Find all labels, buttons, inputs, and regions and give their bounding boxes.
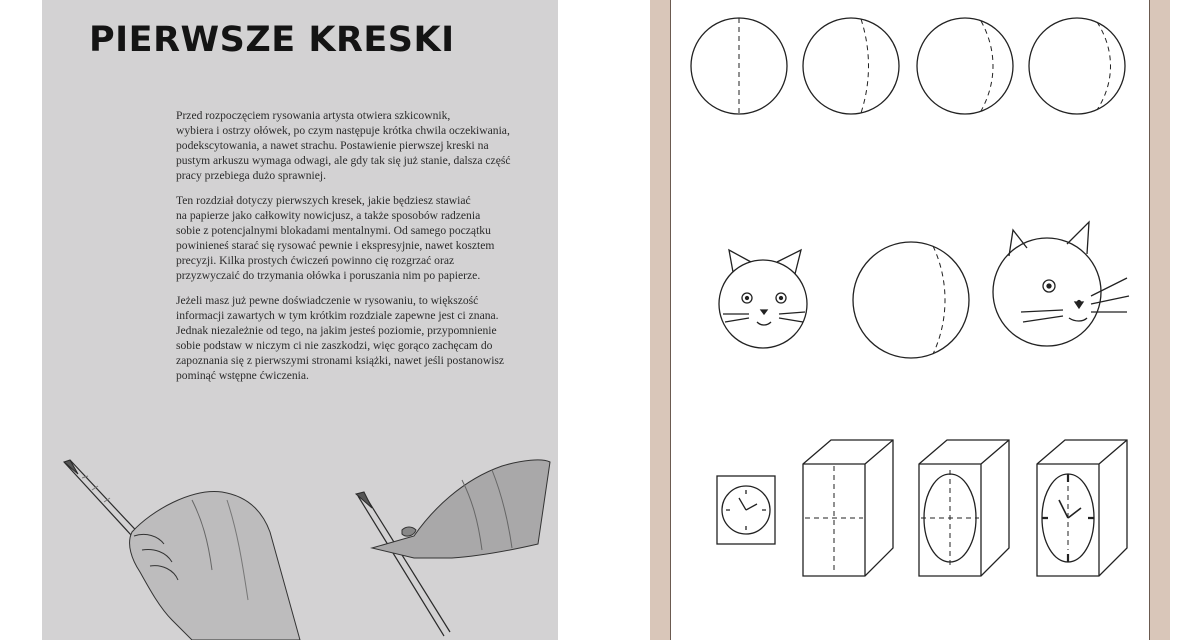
- text-line: precyzji. Kilka prostych ćwiczeń powinno cię rozgrzać oraz: [176, 254, 455, 267]
- text-line: Przed rozpoczęciem rysowania artysta otwiera szkicownik,: [176, 109, 451, 122]
- text-line: podekscytowania, a nawet strachu. Postawienie pierwszej kreski na: [176, 139, 489, 152]
- hand-icon: [372, 460, 550, 558]
- text-line: pominąć wstępne ćwiczenia.: [176, 369, 309, 382]
- hand-icon: [130, 492, 300, 640]
- text-line: zapoznania się z pierwszymi stronami książki, nawet jeśli postanowisz: [176, 354, 505, 367]
- box-icon: [919, 440, 1009, 576]
- exercise-drawings: [671, 0, 1151, 640]
- paragraph-2: [176, 193, 546, 283]
- cat-face-icon: [719, 250, 807, 348]
- paragraph-1: [176, 108, 546, 183]
- clock-icon: [717, 476, 775, 544]
- left-page: [42, 0, 558, 640]
- cat-face-icon: [993, 222, 1129, 346]
- clock-box-icon: [1037, 440, 1127, 576]
- box-icon: [803, 440, 893, 576]
- text-line: przyzwyczaić do trzymania ołówka i poruszania nim po papierze.: [176, 269, 481, 282]
- text-line: pustym arkuszu wymaga odwagi, ale gdy tak się już stanie, dalsza część: [176, 154, 511, 167]
- body-text: [176, 108, 546, 393]
- sphere-icon: [803, 18, 899, 114]
- text-line: informacji zawartych w tym krótkim rozdziale zapewne jest ci znana.: [176, 309, 499, 322]
- pencil-hands-illustration: [42, 440, 558, 640]
- text-line: na papierze jako całkowity nowicjusz, a także sposobów radzenia: [176, 209, 481, 222]
- sphere-icon: [691, 18, 787, 114]
- text-line: powinieneś starać się rysować pewnie i ekspresyjnie, nawet kosztem: [176, 239, 495, 252]
- sphere-icon: [1029, 18, 1125, 114]
- text-line: sobie z potencjalnymi blokadami mentalnymi. Od samego początku: [176, 224, 491, 237]
- text-line: pracy przebiega dużo sprawniej.: [176, 169, 327, 182]
- paragraph-3: [176, 293, 546, 383]
- sphere-icon: [917, 18, 1013, 114]
- text-line: Jeżeli masz już pewne doświadczenie w rysowaniu, to większość: [176, 294, 479, 307]
- exercise-sheet: [670, 0, 1150, 640]
- text-line: Ten rozdział dotyczy pierwszych kresek, jakie będziesz stawiać: [176, 194, 471, 207]
- text-line: sobie podstaw w niczym ci nie zaszkodzi, więc gorąco zachęcam do: [176, 339, 493, 352]
- sphere-icon: [853, 242, 969, 358]
- right-page: [650, 0, 1170, 640]
- text-line: Jednak niezależnie od tego, na jakim jesteś poziomie, przypomnienie: [176, 324, 497, 337]
- chapter-title: PIERWSZE KRESKI: [89, 20, 455, 60]
- text-line: wybiera i ostrzy ołówek, po czym następuje krótka chwila oczekiwania,: [176, 124, 510, 137]
